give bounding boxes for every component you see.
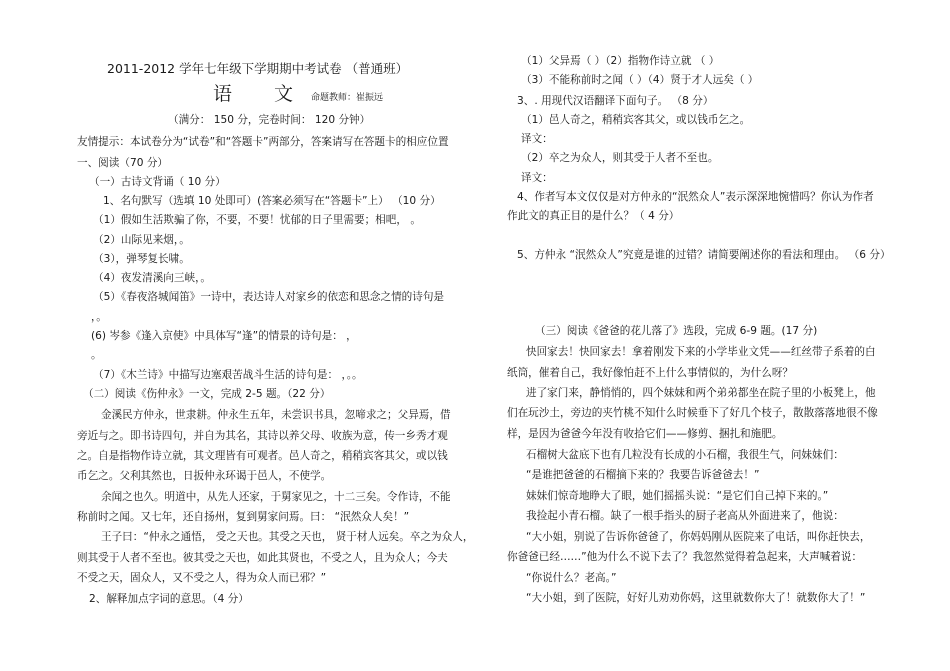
author-line: 命题教师：崔振远 [311,93,384,103]
exam-meta: （满分： 150 分，完卷时间： 120 分钟） [168,114,371,126]
question-line: （4）夜发清溪向三峡，。 [93,272,211,284]
question-line: (6) 岑参《逢入京使》中具体写“逢”的情景的诗句是： ， [91,330,357,342]
passage-line: “大小姐，别说了告诉你爸爸了，你妈妈刚从医院来了电话，叫你赶快去， [526,531,871,543]
question-line: ，。 [91,311,107,323]
answer-label: 译文： [521,133,553,145]
question-line: 2、解释加点字词的意思。（4 分） [89,593,249,605]
passage-line: 快回家去！快回家去！拿着刚发下来的小学毕业文凭——红丝带子系着的白 [526,346,876,358]
passage-line: 则其受于人者不至也。彼其受之天也，如此其贤也，不受之人，且为众人；今夫 [77,552,448,564]
passage-line: 进了家门来，静悄悄的，四个妹妹和两个弟弟都坐在院子里的小板凳上，他 [526,387,876,399]
passage-line: “是谁把爸爸的石榴摘下来的？我要告诉爸爸去！” [526,469,760,481]
passage-line: 余闻之也久。明道中，从先人还家，于舅家见之，十二三矣。令作诗，不能 [101,491,451,503]
question-line: 。 [91,349,102,361]
passage-line: “你说什么？老高。” [526,572,617,584]
question-line: （7）《木兰诗》中描写边塞艰苦战斗生活的诗句是： ，。。 [93,369,363,381]
passage-line: 妹妹们惊奇地睁大了眼，她们摇摇头说：“是它们自己掉下来的。” [526,490,829,502]
question-line: 作此文的真正目的是什么？（ 4 分） [507,210,680,222]
question-line: （1）邑人奇之，稍稍宾客其父，或以钱币乞之。 [521,114,751,126]
passage-line: 旁近与之。即书诗四句，并自为其名，其诗以养父母、收族为意，传一乡秀才观 [77,430,448,442]
passage-line: 纸筒，催着自己，我好像怕赶不上什么事情似的，为什么呀？ [507,367,794,379]
question-line: （2）卒之为众人，则其受于人者不至也。 [521,152,719,164]
subject-name: 语 文 [213,83,312,105]
question-line: （3），弹琴复长啸。 [93,253,190,265]
exam-title: 2011-2012 学年七年级下学期期中考试卷 （普通班） [107,61,409,76]
subject-heading [213,83,384,105]
passage-line: 王子曰：“仲永之通悟， 受之天也。其受之天也， 贤于材人远矣。卒之为众人， [101,531,474,543]
passage-line: 我捡起小青石榴。缺了一根手指头的厨子老高从外面进来了，他说： [526,510,844,522]
passage-line: 们在玩沙土，旁边的夹竹桃不知什么时候垂下了好几个枝子，散散落落地很不像 [507,407,878,419]
question-line: （1）父异焉（ ）（2）指物作诗立就 （ ） [521,55,720,67]
question-line: 3、. 用现代汉语翻译下面句子。 （8 分） [517,95,714,107]
question-line: 5、方仲永 “泯然众人”究竟是谁的过错？请简要阐述你的看法和理由。 （6 分） [517,249,891,261]
question-line: （1）假如生活欺骗了你，不要，不要！忧郁的日子里需要；相吧， 。 [93,214,421,226]
question-line: （2）山际见来烟，。 [93,234,190,246]
passage-line: “大小姐，到了医院，好好儿劝劝你妈，这里就数你大了！就数你大了！” [526,592,866,604]
passage-line: 称前时之闻。又七年，还自扬州，复到舅家问焉。曰： “泯然众人矣！” [77,511,410,523]
passage-line: 之。自是指物作诗立就，其文理皆有可观者。邑人奇之，稍稍宾客其父，或以钱 [77,450,448,462]
subsection-heading: （三）阅读《爸爸的花儿落了》选段，完成 6-9 题。(17 分) [535,325,818,337]
notice: 友情提示：本试卷分为“试卷”和“答题卡”两部分，答案请写在答题卡的相应位置 [77,136,449,148]
subsection-heading: （一）古诗文背诵（ 10 分） [89,176,226,188]
question-line: （3）不能称前时之闻（ ）（4）贤于才人远矣（ ） [521,74,759,86]
question-line: 4、作者写本文仅仅是对方仲永的“泯然众人”表示深深地惋惜吗？你认为作者 [517,191,874,203]
passage-line: 石榴树大盆底下也有几粒没有长成的小石榴，我很生气，问妹妹们： [526,449,844,461]
passage-line: 不受之天，固众人，又不受之人，得为众人而已邪？” [77,572,327,584]
passage-line: 币乞之。父利其然也，日扳仲永环谒于邑人，不使学。 [77,470,332,482]
passage-line: 金溪民方仲永，世隶耕。仲永生五年，未尝识书具，忽啼求之；父异焉，借 [101,409,451,421]
passage-line: 样，是因为爸爸今年没有收拾它们——修剪、捆扎和施肥。 [507,428,783,440]
passage-line: 你爸爸已经……”他为什么不说下去了？我忽然觉得着急起来，大声喊着说： [507,551,863,563]
subsection-heading: （二）阅读《伤仲永》一文，完成 2-5 题。（22 分） [83,388,331,400]
question-line: （5）《春夜洛城闻笛》一诗中，表达诗人对家乡的依恋和思念之情的诗句是 [93,291,445,303]
answer-label: 译文： [521,172,553,184]
question-line: 1、名句默写（选填 10 处即可）(答案必须写在“答题卡”上） （10 分） [103,195,441,207]
section-heading: 一、阅读（70 分） [77,157,169,169]
